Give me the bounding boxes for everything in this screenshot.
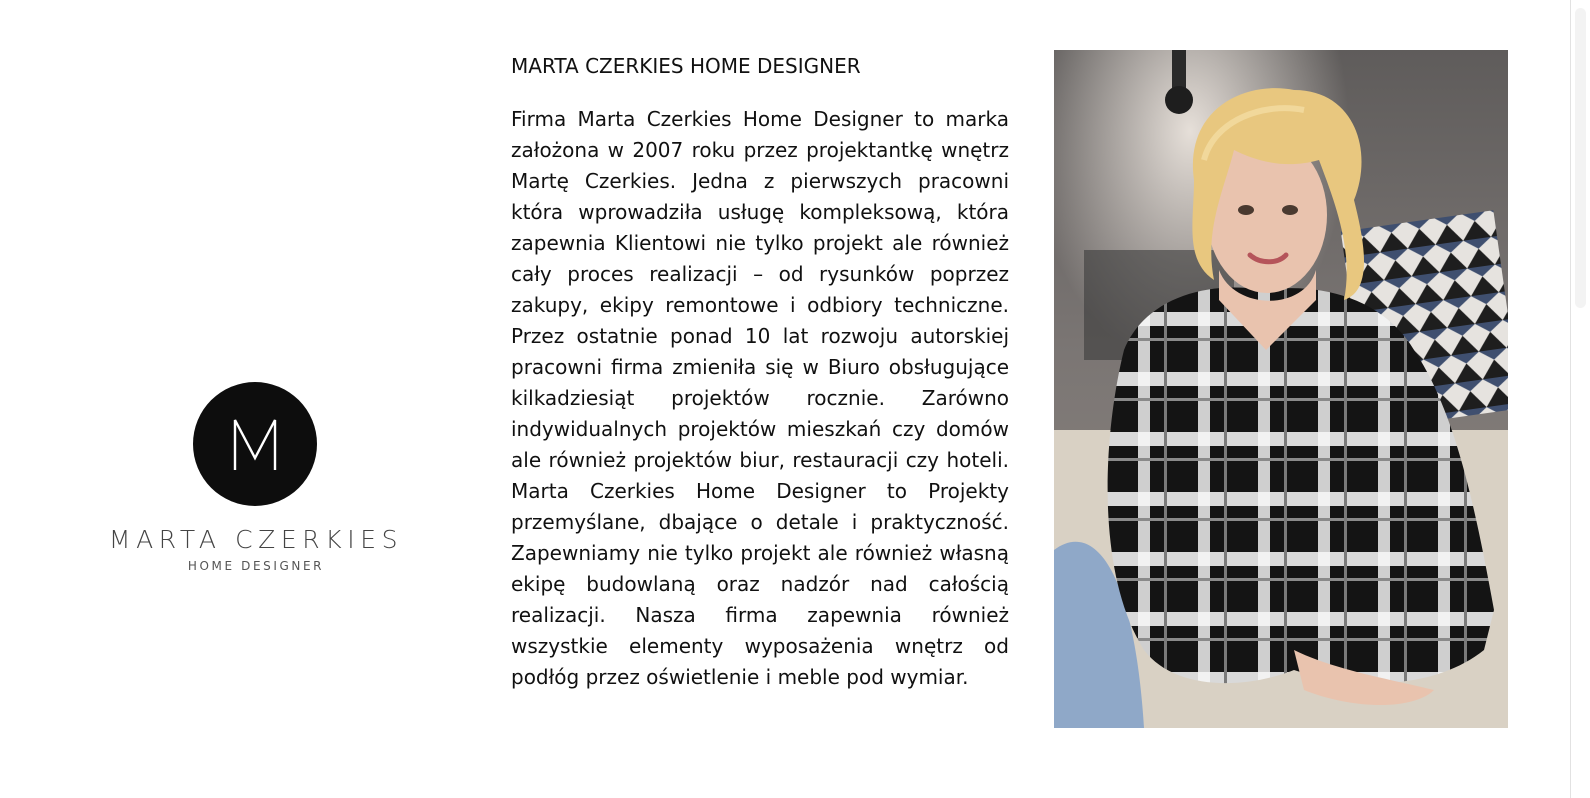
- page-title: MARTA CZERKIES HOME DESIGNER: [511, 54, 861, 78]
- logo-tagline: HOME DESIGNER: [187, 559, 325, 573]
- logo-wordmark: MARTA CZERKIES: [108, 525, 404, 554]
- logo-circle-mark: [193, 382, 317, 506]
- designer-portrait-photo: [1054, 50, 1508, 728]
- scrollbar-thumb[interactable]: [1575, 8, 1586, 308]
- logo-m-letter: [193, 382, 317, 506]
- about-paragraph: Firma Marta Czerkies Home Designer to marka założona w 2007 roku przez projektantkę wnętrz Martę Czerkies. Jedna z pierwszych pracowni która wprowadziła usługę kompleksową, która zapewnia Klientowi nie tylko projekt ale również cały proces realizacji – od rysunków poprzez zakupy, ekipy remontowe i odbiory techniczne. Przez ostatnie ponad 10 lat rozwoju autorskiej pracowni firma zmieniła się w Biuro obsługujące kilkadziesiąt projektów rocznie. Zarówno indywidualnych projektów mieszkań czy domów ale również projektów biur, restauracji czy hoteli. Marta Czerkies Home Designer to Projekty przemyślane, dbające o detale i praktyczność. Zapewniamy nie tylko projekt ale również własną ekipę budowlaną oraz nadzór nad całością realizacji. Nasza firma zapewnia również wszystkie elementy wyposażenia wnętrz od podłóg przez oświetlenie i meble pod wymiar.: [511, 107, 1009, 689]
- company-logo: [100, 382, 412, 578]
- portrait-illustration: [1054, 50, 1508, 728]
- about-section: [511, 52, 1009, 693]
- vertical-scrollbar[interactable]: [1570, 0, 1590, 798]
